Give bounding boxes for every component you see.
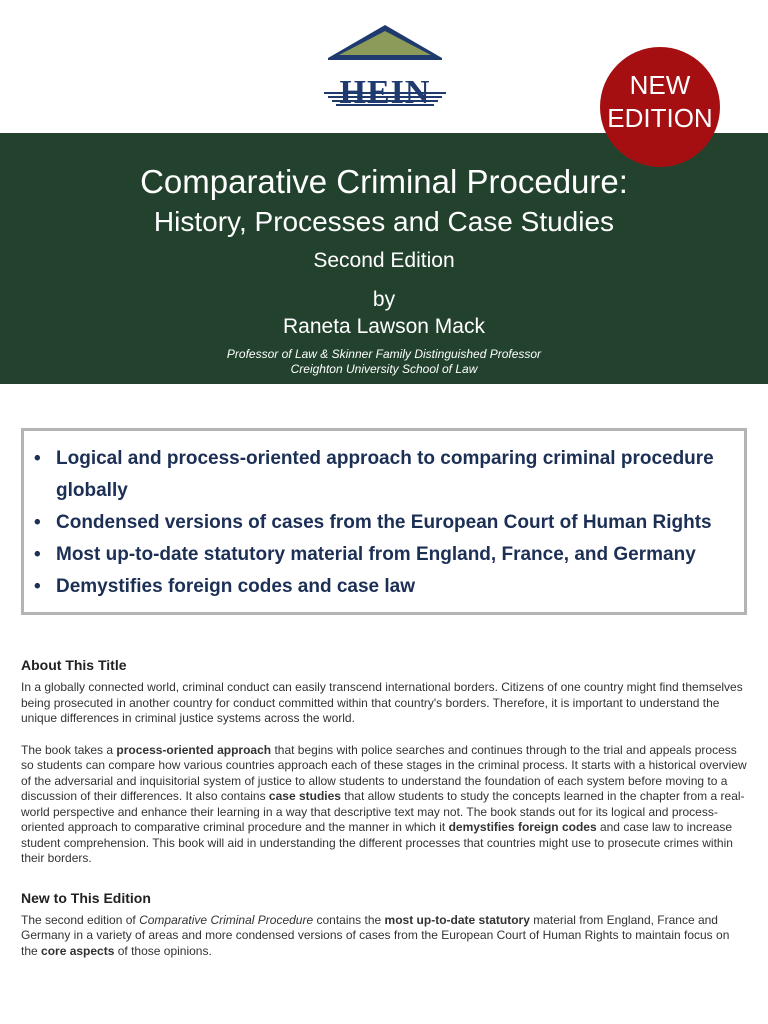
author-title: Professor of Law & Skinner Family Distinguished Professor [226, 347, 542, 361]
text-run: contains the [313, 912, 385, 927]
list-item [32, 443, 730, 507]
bold-run: process-oriented approach [116, 742, 272, 757]
text-run: The book takes a [21, 742, 117, 757]
title-banner [0, 133, 768, 384]
hein-logo [318, 20, 452, 130]
highlight-text: Condensed versions of cases from the European Court of Human Rights [56, 512, 712, 533]
new-edition-paragraph [21, 913, 747, 960]
highlight-text: Most up-to-date statutory material from England, France, and Germany [56, 544, 696, 565]
bullet-icon: • [34, 544, 41, 565]
book-subtitle: History, Processes and Case Studies [153, 206, 615, 237]
bullet-icon: • [34, 512, 41, 533]
new-edition-badge [600, 47, 720, 167]
list-item [32, 507, 730, 539]
text-run: of those opinions. [114, 943, 212, 958]
italic-run: Comparative Criminal Procedure [139, 912, 314, 927]
about-heading: About This Title [21, 657, 127, 673]
list-item [32, 539, 730, 571]
bold-run: demystifies foreign codes [448, 820, 597, 834]
about-paragraph-2 [21, 743, 747, 867]
text-run: The second edition of [21, 912, 140, 927]
logo-wordmark: HEIN [339, 74, 431, 111]
edition-label: Second Edition [313, 249, 455, 272]
text-run: that begins with police searches and continues through to the trial and appeals process so students can compare how various countries approach each of these stages in the criminal process. It starts with a historical overview of the adversarial and inquisitorial system of justice to allow students to understand the foundation of each system before moving to a discussion of their differences. It also contains [21, 742, 747, 803]
bold-run: case studies [268, 789, 341, 803]
highlight-text: Demystifies foreign codes and case law [56, 576, 416, 597]
by-label: by [372, 288, 396, 311]
description-section [21, 656, 747, 959]
text-run: material from England, France and Germany in a variety of areas and more condensed versions of cases from the European Court of Human Rights to maintain focus on the [21, 912, 730, 958]
badge-line1: NEW [629, 70, 691, 100]
text-run: that allow students to study the concepts learned in the chapter from a real-world perspective and enhance their learning in a way that descriptive text may not. The book stands out for its logical and process-oriented approach to comparative criminal procedure and the manner in which it [21, 789, 745, 834]
badge-line2: EDITION [607, 103, 713, 133]
bullet-icon: • [34, 448, 41, 469]
text-run: and case law to increase student comprehension. This book will aid in understanding the different processes that countries might use to prosecute crimes within their borders. [21, 820, 733, 865]
highlights-list [32, 443, 730, 603]
list-item [32, 571, 730, 603]
bold-run: most up-to-date statutory [384, 912, 530, 927]
highlight-text: Logical and process-oriented approach to comparing criminal procedure globally [56, 448, 714, 501]
book-title: Comparative Criminal Procedure: [140, 163, 628, 200]
new-edition-heading: New to This Edition [21, 889, 151, 906]
highlights-box [21, 428, 747, 615]
about-paragraph-1: In a globally connected world, criminal conduct can easily transcend international borders. Citizens of one country might find themselves being prosecuted in another country for conduct committed within that country's borders. Therefore, it is important to understand the unique differences in criminal justice systems across the world. [21, 680, 743, 725]
author-name: Raneta Lawson Mack [283, 315, 485, 338]
bullet-icon: • [34, 576, 41, 597]
bold-run: core aspects [41, 943, 115, 958]
author-institution: Creighton University School of Law [290, 362, 478, 376]
